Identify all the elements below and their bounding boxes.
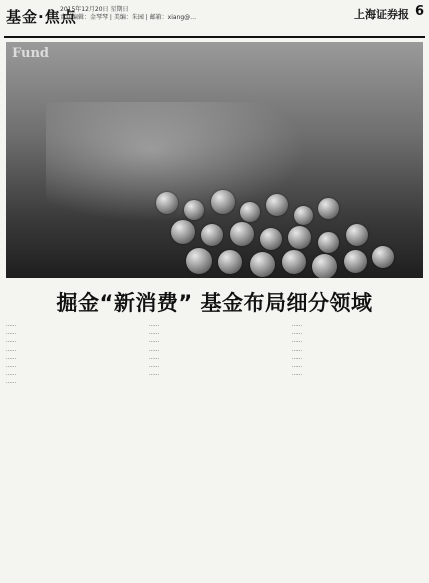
masthead-date: 2015年12月20日 星期日	[60, 6, 129, 13]
coin	[184, 200, 204, 220]
page-number: 6	[414, 4, 424, 19]
article-paragraph: ……	[149, 354, 159, 361]
article-headline: 掘金“新消费” 基金布局细分领域	[56, 291, 373, 315]
article-paragraph: ……	[149, 346, 159, 353]
article-column-2	[149, 322, 279, 578]
coins-photo	[6, 42, 423, 278]
article-paragraph: ……	[6, 322, 16, 328]
article-paragraph: ……	[6, 363, 16, 370]
coin	[230, 222, 254, 246]
article-paragraph: ……	[292, 354, 302, 361]
article-paragraph: ……	[149, 330, 159, 337]
article-column-1	[6, 322, 136, 578]
page-header	[0, 0, 429, 40]
article-body	[6, 322, 423, 578]
coin	[171, 220, 195, 244]
article-paragraph: ……	[6, 338, 16, 345]
coin	[346, 224, 368, 246]
coin	[211, 190, 235, 214]
coin	[201, 224, 223, 246]
coin	[294, 206, 313, 225]
coin	[344, 250, 367, 273]
article-paragraph: ……	[149, 371, 159, 378]
coin	[250, 252, 275, 277]
article-paragraph: ……	[6, 354, 16, 361]
article-column-3	[292, 322, 423, 578]
coin	[260, 228, 282, 250]
coin	[318, 198, 339, 219]
coin	[218, 250, 242, 274]
section-title: 基金·焦点	[6, 8, 77, 26]
coin	[266, 194, 288, 216]
coin	[288, 226, 311, 249]
article-paragraph: ……	[6, 346, 16, 353]
coin	[240, 202, 260, 222]
article-paragraph: ……	[292, 363, 302, 370]
masthead-editor: 责任编辑：金琴琴 | 美编：朱园 | 邮箱：xiang@…	[60, 14, 197, 21]
article-paragraph: ……	[6, 330, 16, 337]
article-paragraph: ……	[6, 371, 16, 378]
article-paragraph: ……	[149, 338, 159, 345]
article-paragraph: ……	[292, 330, 302, 337]
article-paragraph: ……	[6, 379, 16, 386]
article-paragraph: ……	[292, 338, 302, 345]
masthead-meta	[60, 6, 196, 22]
coin	[372, 246, 394, 268]
article-paragraph: ……	[149, 322, 159, 328]
article-paragraph: ……	[149, 363, 159, 370]
coin	[186, 248, 212, 274]
coin	[156, 192, 178, 214]
article-paragraph: ……	[292, 346, 302, 353]
article-paragraph: ……	[292, 371, 302, 378]
article-paragraph: ……	[292, 322, 302, 328]
newspaper-name: 上海证券报	[354, 8, 409, 21]
coin	[312, 254, 337, 278]
coin	[318, 232, 339, 253]
header-divider	[4, 36, 425, 38]
coin	[282, 250, 306, 274]
photo-fund-label: Fund	[12, 46, 49, 61]
